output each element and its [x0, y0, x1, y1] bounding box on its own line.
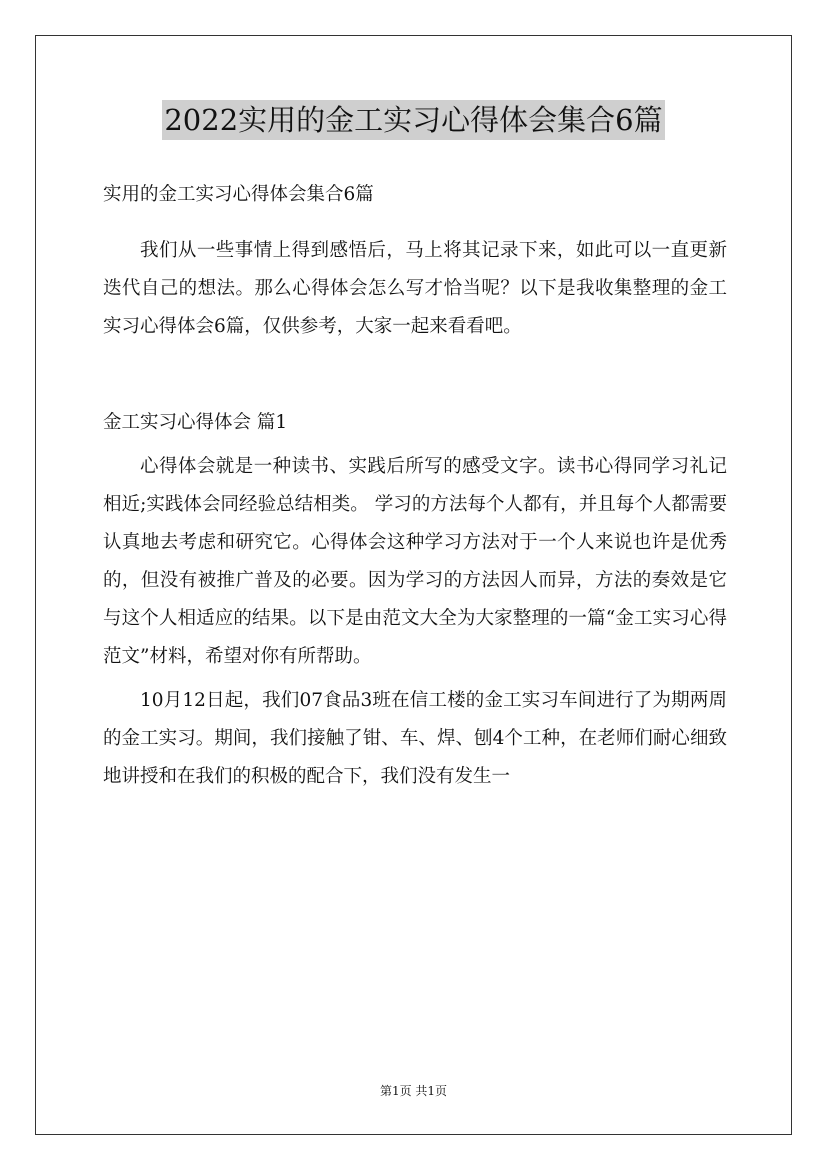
spacer — [103, 214, 727, 232]
title-container — [0, 100, 827, 140]
section-heading: 金工实习心得体会 篇1 — [103, 412, 288, 433]
intro-paragraph: 我们从一些事情上得到感悟后，马上将其记录下来，如此可以一直更新迭代自己的想法。那么心得体会怎么写才恰当呢？以下是我收集整理的金工实习心得体会6篇，仅供参考，大家一起来看看吧。 — [103, 240, 727, 337]
body-paragraph-1: 心得体会就是一种读书、实践后所写的感受文字。读书心得同学习礼记相近;实践体会同经验总结相类。 学习的方法每个人都有，并且每个人都需要认真地去考虑和研究它。心得体会这种学习方法对于一个人来说也许是优秀的，但没有被推广普及的必要。因为学习的方法因人而异，方法的奏效是它与这个人相适应的结果。以下是由范文大全为大家整理的一篇“金工实习心得范文”材料，希望对你有所帮助。 — [103, 456, 727, 667]
page-number-footer: 第1页 共1页 — [379, 1084, 448, 1098]
document-subtitle: 实用的金工实习心得体会集合6篇 — [103, 184, 374, 205]
document-title: 2022实用的金工实习心得体会集合6篇 — [162, 100, 664, 140]
section-gap — [103, 346, 727, 404]
body-paragraph-2: 10月12日起，我们07食品3班在信工楼的金工实习车间进行了为期两周的金工实习。期间，我们接触了钳、车、焊、刨4个工种，在老师们耐心细致地讲授和在我们的积极的配合下，我们没有发生一 — [103, 690, 727, 787]
document-body — [103, 176, 727, 796]
